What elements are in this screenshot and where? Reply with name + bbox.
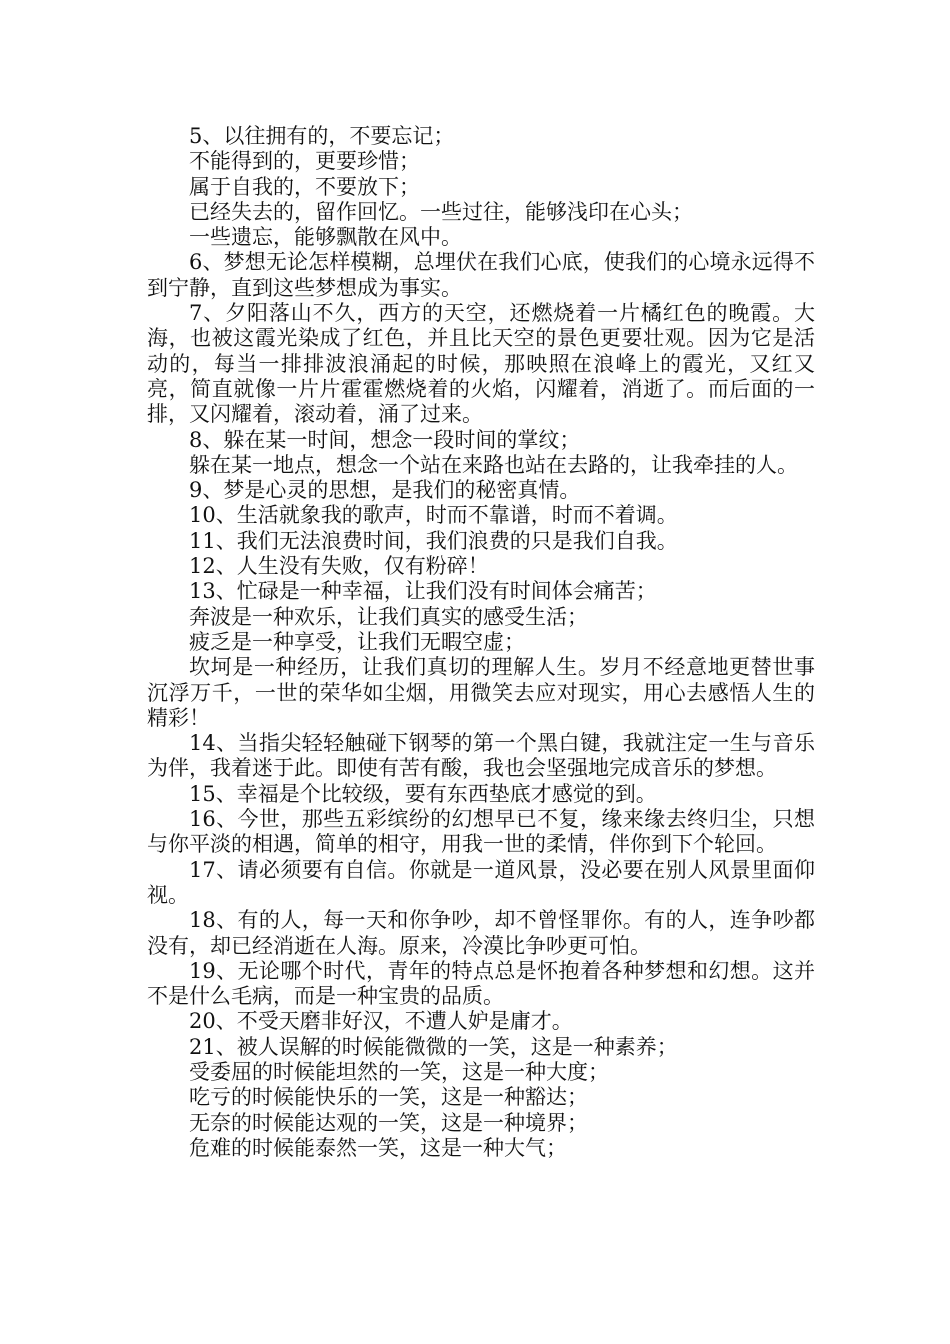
- paragraph: 20、不受天磨非好汉，不遭人妒是庸才。: [189, 1009, 573, 1034]
- paragraph: 5、以往拥有的，不要忘记；: [189, 124, 455, 148]
- paragraph: 受委屈的时候能坦然的一笑，这是一种大度；: [189, 1059, 609, 1084]
- paragraph: 7、夕阳落山不久，西方的天空，还燃烧着一片橘红色的晚霞。大海，也被这霞光染成了红色，并且比天空的景色更要壮观。因为它是活动的，每当一排排波浪涌起的时候，那映照在浪峰上的霞光，又红又亮，简直就像一片片霍霍燃烧着的火焰，闪耀着，消逝了。而后面的一排，又闪耀着，滚动着，涌了过来。: [147, 301, 815, 427]
- paragraph: 16、今世，那些五彩缤纷的幻想早已不复，缘来缘去终归尘，只想与你平淡的相遇，简单的相守，用我一世的柔情，伴你到下个轮回。: [147, 807, 815, 857]
- document-body: [147, 124, 815, 1161]
- paragraph: 奔波是一种欢乐，让我们真实的感受生活；: [189, 604, 588, 629]
- paragraph: 属于自我的，不要放下；: [189, 174, 420, 199]
- paragraph: 一些遗忘，能够飘散在风中。: [189, 225, 462, 250]
- paragraph: 11、我们无法浪费时间，我们浪费的只是我们自我。: [189, 528, 678, 553]
- paragraph: 8、躲在某一时间，想念一段时间的掌纹；: [189, 427, 581, 452]
- paragraph: 危难的时候能泰然一笑，这是一种大气；: [189, 1135, 567, 1160]
- paragraph: 坎坷是一种经历，让我们真切的理解人生。岁月不经意地更替世事沉浮万千，一世的荣华如尘烟，用微笑去应对现实，用心去感悟人生的精彩！: [147, 655, 815, 730]
- paragraph: 已经失去的，留作回忆。一些过往，能够浅印在心头；: [189, 199, 693, 224]
- paragraph: 12、人生没有失败，仅有粉碎！: [189, 554, 489, 579]
- paragraph: 6、梦想无论怎样模糊，总埋伏在我们心底，使我们的心境永远得不到宁静，直到这些梦想成为事实。: [147, 250, 815, 300]
- paragraph: 21、被人误解的时候能微微的一笑，这是一种素养；: [189, 1034, 678, 1059]
- paragraph: 13、忙碌是一种幸福，让我们没有时间体会痛苦；: [189, 579, 657, 604]
- paragraph: 躲在某一地点，想念一个站在来路也站在去路的，让我牵挂的人。: [189, 452, 798, 477]
- paragraph: 10、生活就象我的歌声，时而不靠谱，时而不着调。: [189, 503, 678, 528]
- paragraph: 18、有的人，每一天和你争吵，却不曾怪罪你。有的人，连争吵都没有，却已经消逝在人海。原来，冷漠比争吵更可怕。: [147, 908, 815, 958]
- paragraph: 不能得到的，更要珍惜；: [189, 149, 420, 174]
- paragraph: 吃亏的时候能快乐的一笑，这是一种豁达；: [189, 1085, 588, 1110]
- paragraph: 17、请必须要有自信。你就是一道风景，没必要在别人风景里面仰视。: [147, 857, 815, 907]
- paragraph: 无奈的时候能达观的一笑，这是一种境界；: [189, 1110, 588, 1135]
- paragraph: 疲乏是一种享受，让我们无暇空虚；: [189, 629, 525, 654]
- paragraph: 14、当指尖轻轻触碰下钢琴的第一个黑白键，我就注定一生与音乐为伴，我着迷于此。即使有苦有酸，我也会坚强地完成音乐的梦想。: [147, 731, 815, 781]
- paragraph: 15、幸福是个比较级，要有东西垫底才感觉的到。: [189, 781, 657, 806]
- paragraph: 19、无论哪个时代，青年的特点总是怀抱着各种梦想和幻想。这并不是什么毛病，而是一种宝贵的品质。: [147, 958, 815, 1009]
- paragraph: 9、梦是心灵的思想，是我们的秘密真情。: [189, 478, 581, 503]
